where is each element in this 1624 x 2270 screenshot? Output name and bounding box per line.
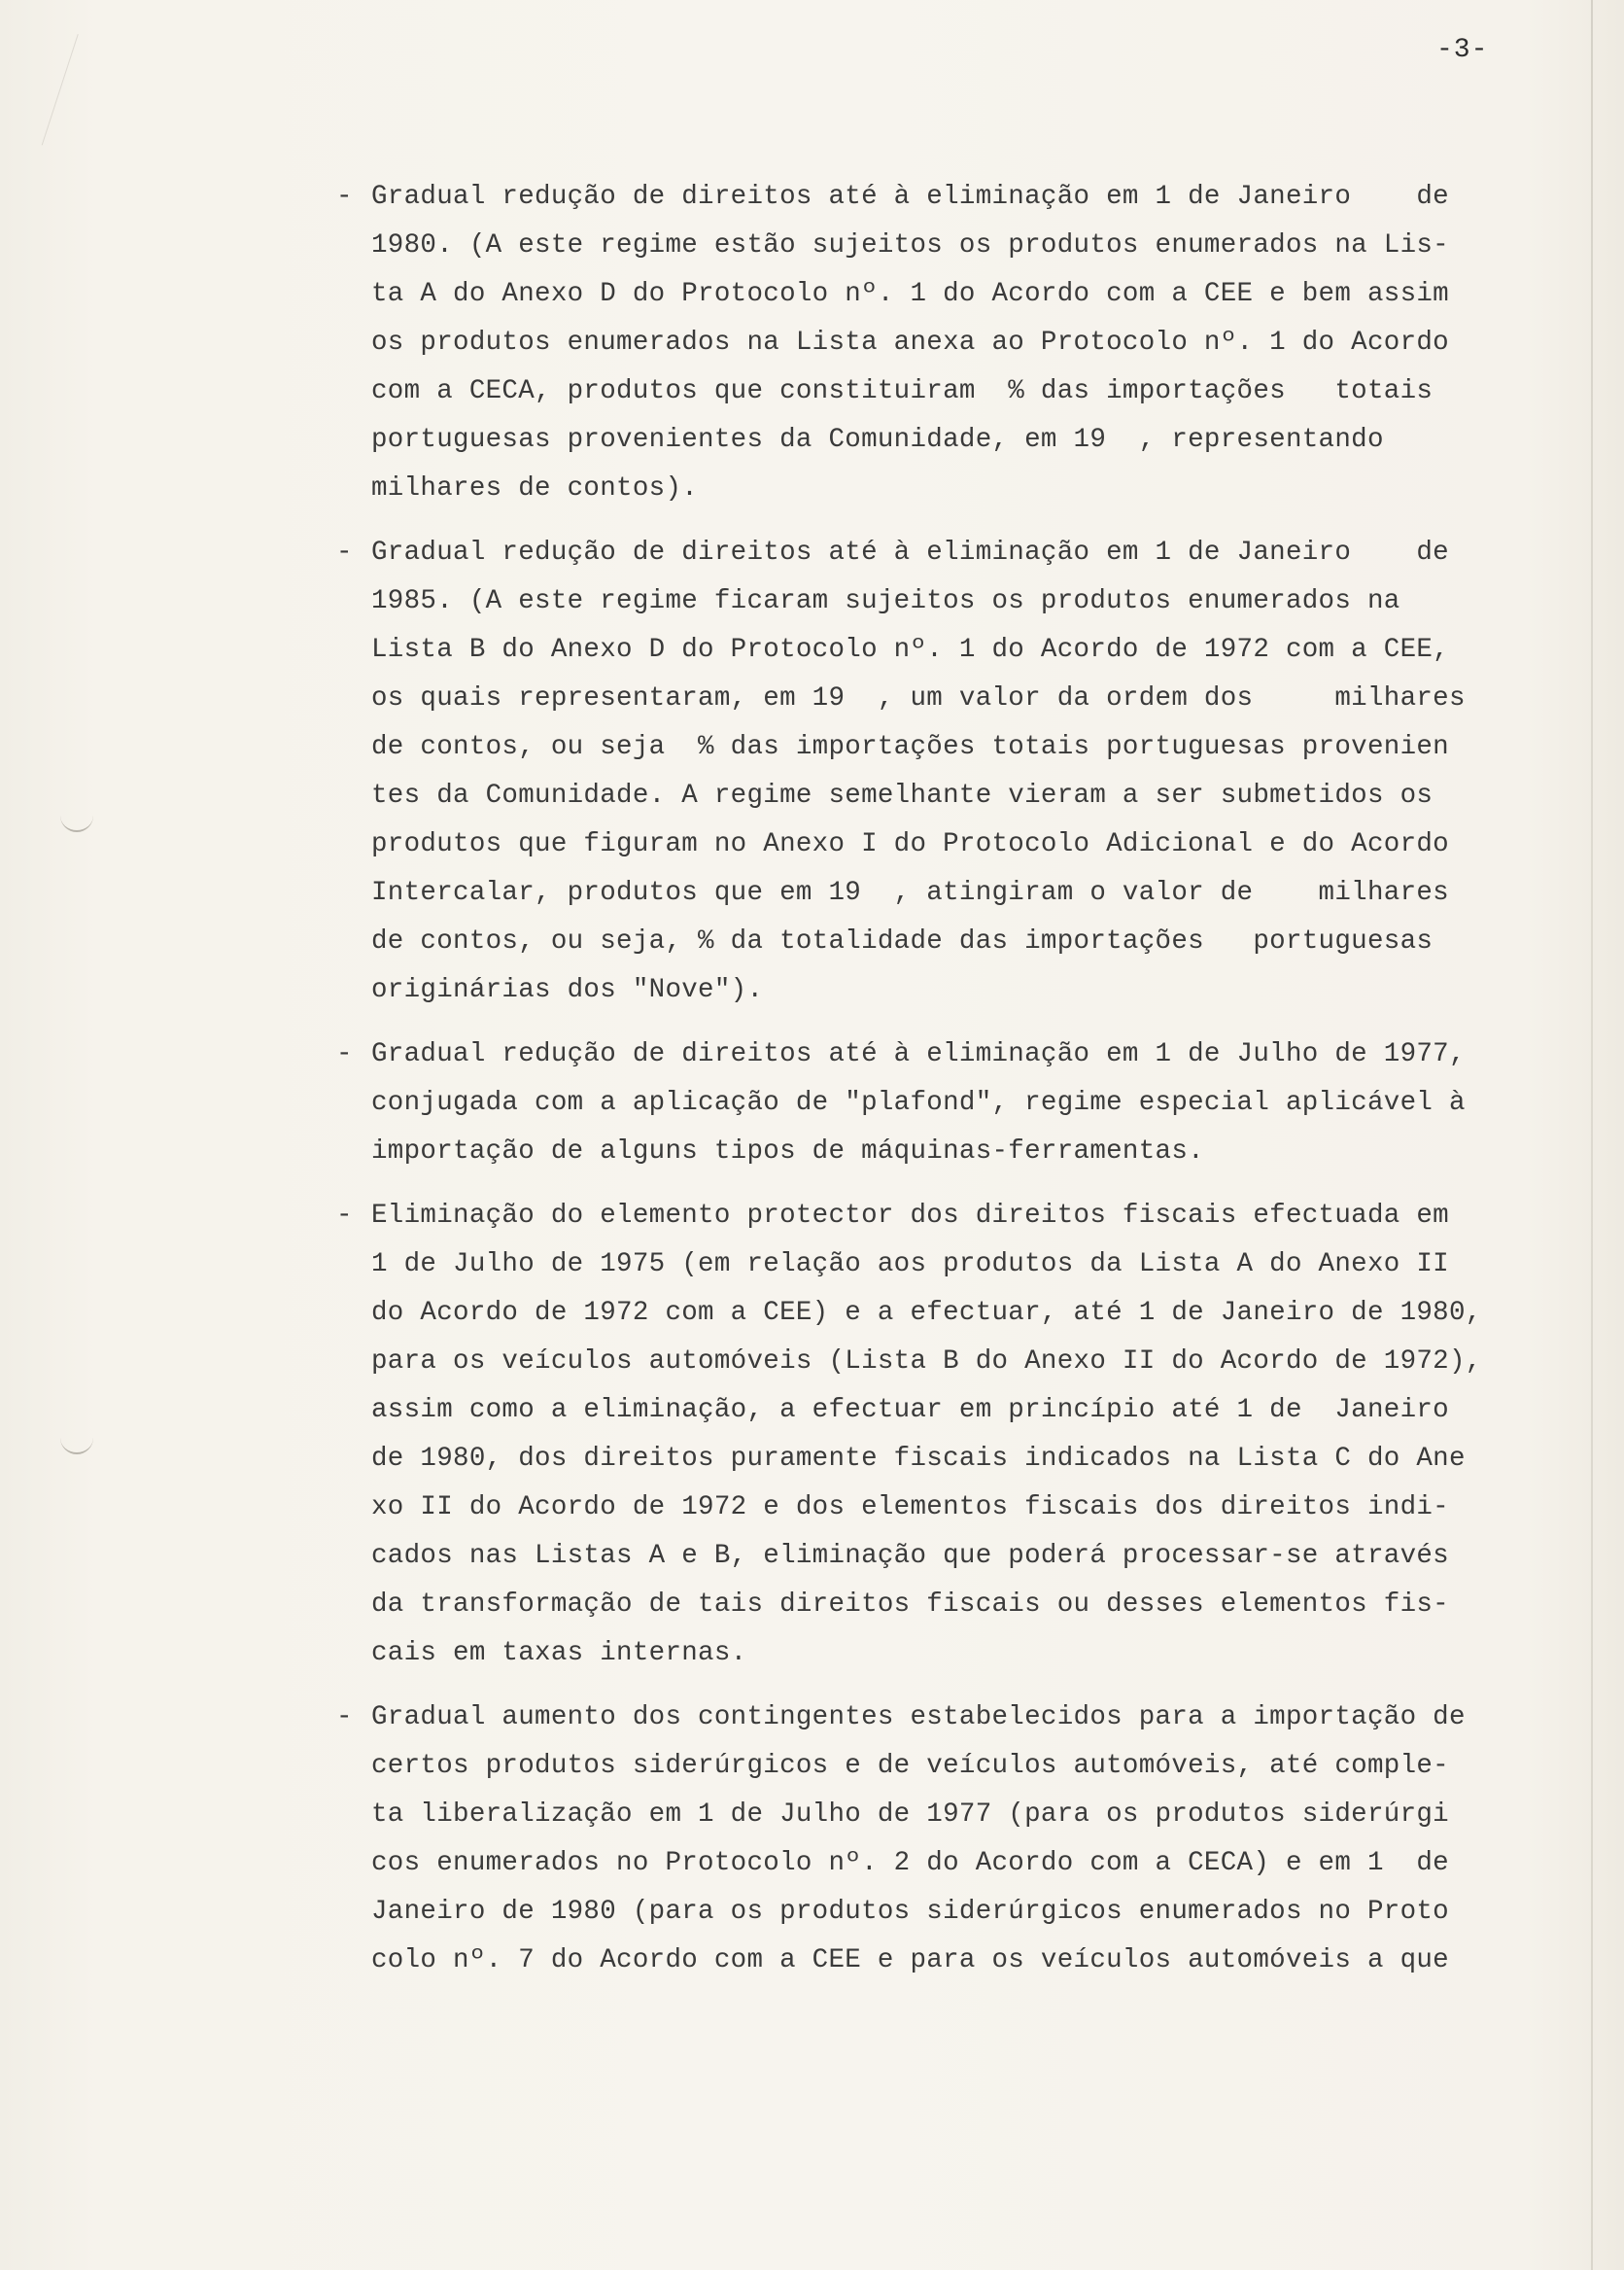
text-line: Gradual redução de direitos até à eliminação em 1 de Janeiro de [371,538,1449,568]
text-line: de contos, ou seja % das importações totais portuguesas provenien [371,732,1449,762]
text-line: Gradual redução de direitos até à eliminação em 1 de Janeiro de [371,182,1449,212]
bullet-dash: - [336,1702,353,1732]
text-line: xo II do Acordo de 1972 e dos elementos fiscais dos direitos indi- [371,1492,1449,1522]
text-line: os quais representaram, em 19 , um valor da ordem dos milhares [371,683,1466,714]
text-line: cos enumerados no Protocolo nº. 2 do Acordo com a CECA) e em 1 de [371,1848,1449,1878]
bullet-dash: - [336,182,353,212]
paper-crease [42,34,125,160]
list-item [336,1192,1508,1678]
text-line: Intercalar, produtos que em 19 , atingiram o valor de milhares [371,878,1449,908]
text-line: ta A do Anexo D do Protocolo nº. 1 do Acordo com a CEE e bem assim [371,279,1449,309]
text-line: assim como a eliminação, a efectuar em princípio até 1 de Janeiro [371,1395,1449,1425]
text-line: para os veículos automóveis (Lista B do Anexo II do Acordo de 1972), [371,1346,1482,1377]
text-line: tes da Comunidade. A regime semelhante vieram a ser submetidos os [371,781,1434,811]
list-item [336,1694,1508,1985]
text-line: conjugada com a aplicação de "plafond", regime especial aplicável à [371,1088,1466,1118]
text-line: Janeiro de 1980 (para os produtos siderúrgicos enumerados no Proto [371,1897,1449,1927]
text-line: originárias dos "Nove"). [371,975,764,1005]
text-line: certos produtos siderúrgicos e de veículos automóveis, até comple- [371,1751,1449,1781]
text-line: 1985. (A este regime ficaram sujeitos os produtos enumerados na [371,586,1400,616]
text-line: produtos que figuram no Anexo I do Protocolo Adicional e do Acordo [371,829,1449,859]
text-line: de 1980, dos direitos puramente fiscais indicados na Lista C do Ane [371,1444,1466,1474]
text-line: ta liberalização em 1 de Julho de 1977 (para os produtos siderúrgi [371,1799,1449,1830]
page-edge [1591,0,1593,2270]
list-item [336,173,1508,513]
text-line: do Acordo de 1972 com a CEE) e a efectuar, até 1 de Janeiro de 1980, [371,1298,1482,1328]
text-line: milhares de contos). [371,473,699,504]
document-body [336,173,1508,2001]
punch-hole-mark [60,809,93,832]
punch-hole-mark [60,1431,93,1454]
text-line: com a CECA, produtos que constituiram % das importações totais [371,376,1434,406]
text-line: colo nº. 7 do Acordo com a CEE e para os veículos automóveis a que [371,1945,1449,1975]
bullet-dash: - [336,1201,353,1231]
list-item [336,529,1508,1015]
text-line: importação de alguns tipos de máquinas-ferramentas. [371,1136,1204,1167]
page-number: -3- [1436,35,1489,65]
text-line: os produtos enumerados na Lista anexa ao Protocolo nº. 1 do Acordo [371,328,1449,358]
text-line: 1980. (A este regime estão sujeitos os produtos enumerados na Lis- [371,230,1449,261]
text-line: cados nas Listas A e B, eliminação que poderá processar-se através [371,1541,1449,1571]
bullet-dash: - [336,1039,353,1069]
text-line: Lista B do Anexo D do Protocolo nº. 1 do Acordo de 1972 com a CEE, [371,635,1449,665]
bullet-dash: - [336,538,353,568]
text-line: Eliminação do elemento protector dos direitos fiscais efectuada em [371,1201,1449,1231]
text-line: portuguesas provenientes da Comunidade, em 19 , representando [371,425,1384,455]
text-line: Gradual redução de direitos até à eliminação em 1 de Julho de 1977, [371,1039,1466,1069]
text-line: Gradual aumento dos contingentes estabelecidos para a importação de [371,1702,1466,1732]
text-line: da transformação de tais direitos fiscais ou desses elementos fis- [371,1589,1449,1620]
text-line: 1 de Julho de 1975 (em relação aos produtos da Lista A do Anexo II [371,1249,1449,1279]
text-line: de contos, ou seja, % da totalidade das importações portuguesas [371,926,1434,957]
text-line: cais em taxas internas. [371,1638,747,1668]
list-item [336,1030,1508,1176]
